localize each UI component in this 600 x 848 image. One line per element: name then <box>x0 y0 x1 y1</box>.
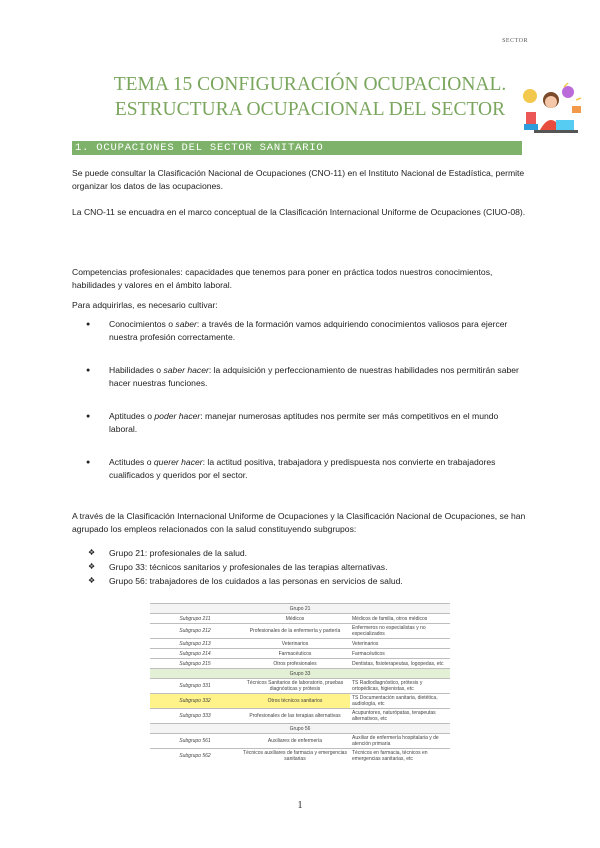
list-item: ● Aptitudes o poder hacer: manejar numerosas aptitudes nos permite ser más competitivos en el mundo laboral. <box>72 410 527 436</box>
paragraph-cno: Se puede consultar la Clasificación Nacional de Ocupaciones (CNO-11) en el Instituto Nacional de Estadística, permite organizar los datos de las ocupaciones. <box>72 168 525 191</box>
list-item: ❖ Grupo 56: trabajadores de los cuidados a las personas en servicios de salud. <box>72 574 527 588</box>
grupos-list <box>72 546 527 588</box>
section-heading-bar <box>72 141 522 155</box>
title-line-1: TEMA 15 CONFIGURACIÓN OCUPACIONAL. <box>113 74 507 95</box>
list-item: ● Actitudes o querer hacer: la actitud positiva, trabajadora y predispuesta nos convierte en trabajadores cualificados y queridos por el sector. <box>72 456 527 482</box>
list-item: ● Habilidades o saber hacer: la adquisición y perfeccionamiento de nuestras habilidades nos permitirán saber hacer nuestras funciones. <box>72 364 527 390</box>
occupations-table <box>150 603 450 763</box>
table-group-row: Grupo 56 <box>150 724 450 734</box>
page-title <box>100 72 520 122</box>
paragraph-cultivar: Para adquirirlas, es necesario cultivar: <box>72 300 218 310</box>
table-group-row: Grupo 33 <box>150 669 450 679</box>
lightbulb-icon <box>523 89 537 103</box>
table-row: Subgrupo 215 Otros profesionales Dentistas, fisioterapeutas, logopedas, etc <box>150 659 450 669</box>
table-row: Subgrupo 561 Auxiliares de enfermería Auxiliar de enfermería hospitalaria y de atención primaria <box>150 734 450 749</box>
table-row: Subgrupo 332 Otros técnicos sanitarios TS Documentación sanitaria, dietética, audiología, etc <box>150 694 450 709</box>
list-item: ❖ Grupo 21: profesionales de la salud. <box>72 546 527 560</box>
table-row: Subgrupo 211 Médicos Médicos de familia, otros médicos <box>150 614 450 624</box>
table-row: Subgrupo 333 Profesionales de las terapias alternativas Acupuntores, naturópatas, terapeutas alternativos, etc <box>150 709 450 724</box>
competencias-list <box>72 318 527 502</box>
table-row: Subgrupo 213 Veterinarios Veterinarios <box>150 639 450 649</box>
laptop-icon <box>556 120 574 131</box>
person-face <box>545 96 557 108</box>
chat-bubble-icon <box>562 86 574 98</box>
office-worker-illustration <box>520 82 584 142</box>
title-line-2: ESTRUCTURA OCUPACIONAL DEL SECTOR <box>114 99 506 120</box>
paragraph-ciuo: La CNO-11 se encuadra en el marco conceptual de la Clasificación Internacional Uniforme de Ocupaciones (CIUO-08). <box>72 207 526 217</box>
note-icon <box>572 106 581 113</box>
book-stack-icon <box>526 112 536 124</box>
table-row: Subgrupo 212 Profesionales de la enfermería y partería Enfermeros no especialistas y no especializados <box>150 624 450 639</box>
paragraph-subgrupos: A través de la Clasificación Internacional Uniforme de Ocupaciones y la Clasificación Nacional de Ocupaciones, se han agrupado los empleos relacionados con la salud constituyendo subgrupos: <box>72 511 526 534</box>
paragraph-competencias: Competencias profesionales: capacidades que tenemos para poner en práctica todos nuestros conocimientos, habilidades y valores en el ámbito laboral. <box>72 267 493 290</box>
table-row: Subgrupo 562 Técnicos auxiliares de farmacia y emergencias sanitarias Técnicos en farmacia, técnicos en emergencias sanitarias, etc <box>150 749 450 764</box>
page-number: 1 <box>297 800 303 811</box>
table-row: Subgrupo 214 Farmacéuticos Farmacéuticos <box>150 649 450 659</box>
table-row: Subgrupo 331 Técnicos Sanitarios de laboratorio, pruebas diagnósticas y prótesis TS Radiodiagnóstico, prótesis y ortopédicas, higienistas, etc <box>150 679 450 694</box>
list-item: ● Conocimientos o saber: a través de la formación vamos adquiriendo conocimientos valiosos para ejercer nuestra profesión correctamente. <box>72 318 527 344</box>
table-group-row: Grupo 21 <box>150 604 450 614</box>
header-tag: SECTOR <box>502 38 528 44</box>
list-item: ❖ Grupo 33: técnicos sanitarios y profesionales de las terapias alternativas. <box>72 560 527 574</box>
section-heading: 1. OCUPACIONES DEL SECTOR SANITARIO <box>75 142 324 154</box>
